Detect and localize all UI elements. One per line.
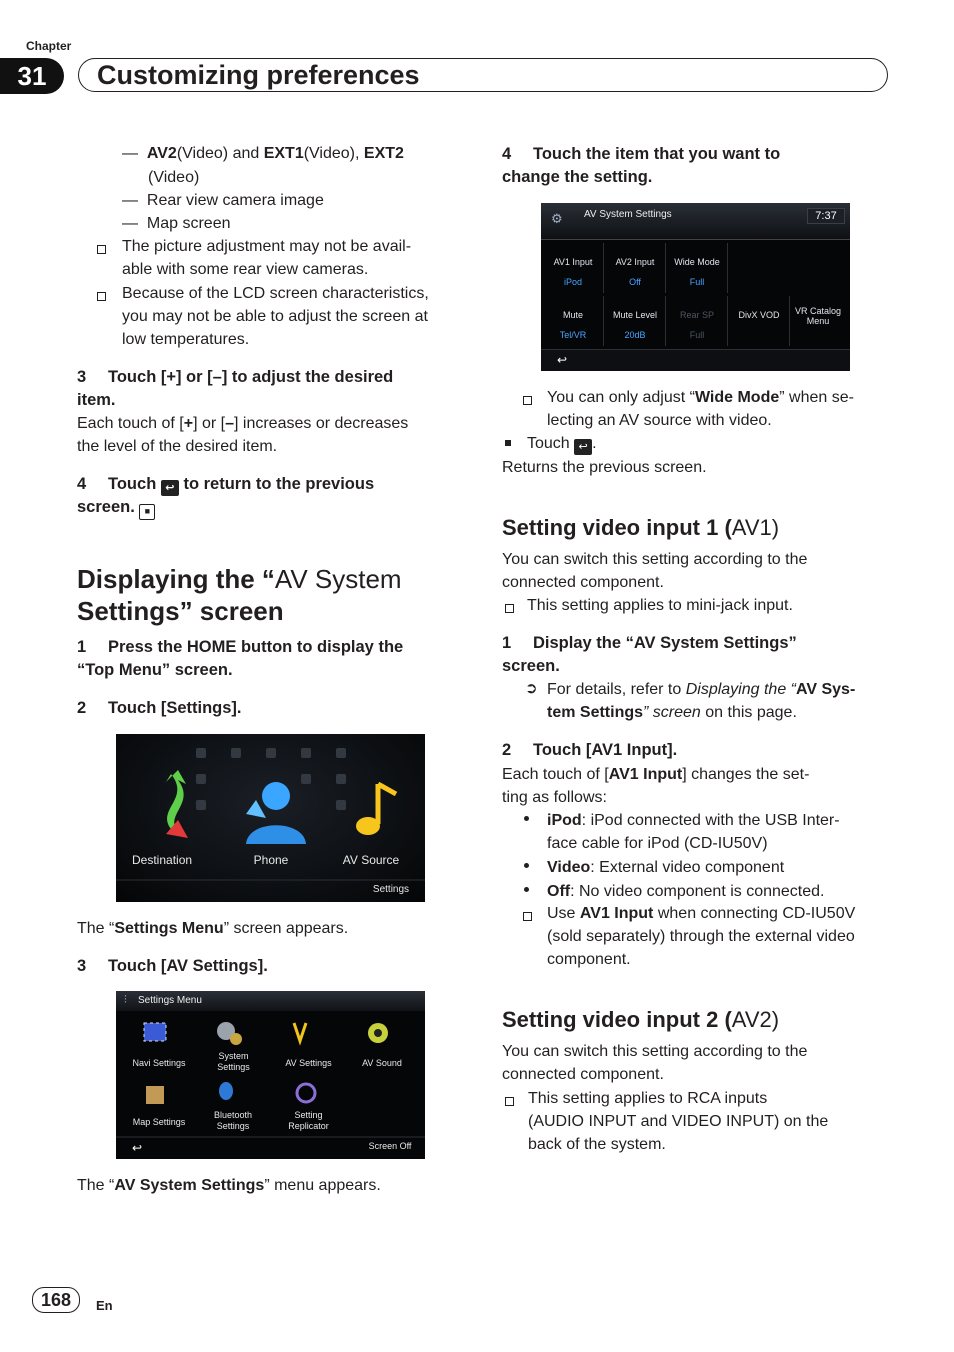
av-system-header xyxy=(541,203,850,240)
text: ” menu appears. xyxy=(264,1177,381,1194)
reference-arrow-icon: ➲ xyxy=(525,680,538,697)
av1-input-note xyxy=(547,902,855,971)
text: : iPod connected with the USB Inter- xyxy=(581,812,840,829)
line: face cable for iPod (CD-IU50V) xyxy=(547,835,768,852)
text: iPod xyxy=(547,812,582,829)
text: AV2 xyxy=(731,1007,772,1032)
value: Full xyxy=(689,277,705,287)
dash-item-rear: — Rear view camera image xyxy=(122,192,324,209)
step-text: change the setting. xyxy=(502,168,653,186)
text: ” when se- xyxy=(779,389,854,406)
text: Each touch of [ xyxy=(502,766,609,783)
bluetooth-settings-button[interactable]: Bluetooth Settings xyxy=(213,1110,253,1131)
step-3-av-settings xyxy=(77,955,268,978)
text: ] increases or decreases xyxy=(234,415,409,432)
list-item-off xyxy=(547,880,824,903)
label: DivX VOD xyxy=(738,310,780,320)
text: Displaying the “ xyxy=(77,564,275,594)
phone-label: Phone xyxy=(253,853,289,867)
settings-menu-screenshot xyxy=(116,991,425,1159)
line: connected component. xyxy=(502,574,664,591)
step-text: screen. xyxy=(77,498,135,516)
text: Settings” screen xyxy=(77,596,284,626)
line: low temperatures. xyxy=(122,331,250,348)
section-heading-display xyxy=(77,563,402,627)
right-step-2 xyxy=(502,739,677,762)
text: The “ xyxy=(77,920,115,937)
line: the level of the desired item. xyxy=(77,438,278,455)
step-3-body xyxy=(77,412,477,458)
line: connected component. xyxy=(502,1066,664,1083)
av1-intro xyxy=(502,548,807,594)
screen-off-button[interactable]: Screen Off xyxy=(368,1141,412,1151)
note-checkbox-icon xyxy=(523,392,532,410)
text: ] changes the set- xyxy=(682,766,810,783)
gear-icon: ⚙ xyxy=(551,211,563,226)
system-settings-button[interactable]: System Settings xyxy=(217,1051,250,1072)
line: lecting an AV source with video. xyxy=(547,412,772,429)
note-1 xyxy=(122,235,411,281)
map-settings-button[interactable]: Map Settings xyxy=(132,1117,186,1127)
text: Touch xyxy=(527,435,570,452)
step-text: Touch [+] or [–] to adjust the desired xyxy=(108,368,394,386)
text: ] or [ xyxy=(193,415,226,432)
text: AV System xyxy=(274,564,402,594)
note-checkbox-icon xyxy=(505,1093,514,1111)
clock: 7:37 xyxy=(807,208,845,224)
list-item-video xyxy=(547,856,784,879)
note-checkbox-icon xyxy=(523,908,532,926)
line: Because of the LCD screen characteristics, xyxy=(122,285,429,302)
back-icon: ↩ xyxy=(161,480,179,496)
step-number: 1 xyxy=(502,634,512,652)
mute-level-button[interactable] xyxy=(605,296,666,346)
av-settings-button[interactable]: AV Settings xyxy=(285,1058,332,1068)
value: Off xyxy=(629,277,641,287)
settings-button[interactable]: Settings xyxy=(372,884,410,895)
text: Settings Menu xyxy=(114,920,224,937)
av-system-appears xyxy=(77,1174,381,1197)
text: For details, refer to xyxy=(547,681,686,698)
line: The picture adjustment may not be avail- xyxy=(122,238,412,255)
text: : No video component is connected. xyxy=(570,883,825,900)
step-3-adjust xyxy=(77,366,467,412)
top-menu-art xyxy=(116,734,425,902)
step-text: Touch [AV1 Input]. xyxy=(533,741,678,759)
line: This setting applies to RCA inputs xyxy=(528,1090,768,1107)
back-icon[interactable]: ↩ xyxy=(132,1141,143,1155)
label: Rear SP xyxy=(679,310,714,320)
step-number: 2 xyxy=(502,741,512,759)
step-text: “Top Menu” screen. xyxy=(77,661,233,679)
note-2 xyxy=(122,282,429,351)
av1-input-button[interactable] xyxy=(543,243,604,293)
text: + xyxy=(183,415,194,432)
text: on this page. xyxy=(700,704,797,721)
bullet-dot xyxy=(524,863,529,868)
step-text: Touch xyxy=(108,475,157,493)
dash-item-av2: — AV2(Video) and EXT1(Video), EXT2 xyxy=(122,145,404,162)
line: (sold separately) through the external video xyxy=(547,928,855,945)
text: AV1 xyxy=(731,515,772,540)
text: when connecting CD-IU50V xyxy=(653,905,856,922)
text: AV Sys- xyxy=(796,681,856,698)
note-checkbox-icon xyxy=(97,241,106,259)
text: You can only adjust “ xyxy=(547,389,695,406)
back-icon: ↩ xyxy=(574,439,592,455)
mute-button[interactable] xyxy=(543,296,604,346)
av-source-label: AV Source xyxy=(342,853,400,867)
step-number: 1 xyxy=(77,638,87,656)
av2-intro xyxy=(502,1040,807,1086)
text: Each touch of [ xyxy=(77,415,184,432)
chapter-title-box xyxy=(78,58,888,92)
text: Displaying the “ xyxy=(685,681,796,698)
touch-back-line xyxy=(527,432,597,455)
label: VR Catalog Menu xyxy=(794,306,842,326)
chapter-number: 31 xyxy=(0,58,64,94)
chapter-label: Chapter xyxy=(26,39,72,53)
step-1-home xyxy=(77,636,403,682)
right-step-1 xyxy=(502,632,797,678)
settings-menu-icons xyxy=(116,991,425,1159)
step-number: 4 xyxy=(502,145,512,163)
bold-av2: AV2 xyxy=(146,145,177,162)
top-menu-screenshot xyxy=(116,734,425,902)
line: You can switch this setting according to the xyxy=(502,1043,808,1060)
text: ) xyxy=(771,1007,780,1032)
label: Mute Level xyxy=(612,310,658,320)
step-4-return xyxy=(77,473,467,520)
value: Tel/VR xyxy=(559,330,587,340)
label: AV2 Input xyxy=(615,257,655,267)
av2-note xyxy=(528,1087,828,1156)
text: (Video), xyxy=(303,145,364,162)
av1-note: This setting applies to mini-jack input. xyxy=(527,597,793,614)
line: (AUDIO INPUT and VIDEO INPUT) on the xyxy=(528,1113,829,1130)
note-checkbox-icon xyxy=(505,600,514,618)
text: AV System Settings xyxy=(114,1177,265,1194)
text: Map screen xyxy=(146,215,231,232)
label: Wide Mode xyxy=(674,257,720,267)
text: (Video) and xyxy=(176,145,264,162)
value: Full xyxy=(689,330,705,340)
heading-av1 xyxy=(502,514,779,542)
text: AV1 Input xyxy=(579,905,654,922)
value: 20dB xyxy=(624,330,646,340)
rear-sp-button xyxy=(667,296,728,346)
chapter-title: Customizing preferences xyxy=(97,60,420,90)
destination-label: Destination xyxy=(132,853,193,867)
settings-menu-icon: ⫶ xyxy=(124,994,127,1006)
settings-menu-title: Settings Menu xyxy=(138,995,202,1006)
text: AV1 Input xyxy=(608,766,683,783)
step-number: 3 xyxy=(77,957,87,975)
text: Rear view camera image xyxy=(146,192,324,209)
line: able with some rear view cameras. xyxy=(122,261,369,278)
text: Off xyxy=(547,883,571,900)
dash-item-av2-cont: (Video) xyxy=(148,169,200,186)
av-system-settings-screenshot xyxy=(541,203,850,371)
text: Video xyxy=(547,859,591,876)
av-system-footer xyxy=(541,349,850,371)
list-item-ipod xyxy=(547,809,840,855)
step-text: Touch [Settings]. xyxy=(108,699,242,717)
step-number: 4 xyxy=(77,475,87,493)
vr-catalog-menu-button[interactable] xyxy=(787,296,849,346)
settings-menu-appears xyxy=(77,917,348,940)
text: ” screen xyxy=(643,704,701,721)
text: Wide Mode xyxy=(694,389,780,406)
step-text: Touch the item that you want to xyxy=(533,145,781,163)
reference-text xyxy=(547,678,855,724)
returns-text: Returns the previous screen. xyxy=(502,459,707,476)
line: component. xyxy=(547,951,631,968)
av2-input-button[interactable] xyxy=(605,243,666,293)
bullet-dot xyxy=(524,887,529,892)
step-number: 2 xyxy=(77,699,87,717)
step-text: Press the HOME button to display the xyxy=(108,638,404,656)
value: iPod xyxy=(563,277,582,287)
square-bullet xyxy=(505,440,511,446)
step-number: 3 xyxy=(77,368,87,386)
navi-settings-button[interactable]: Navi Settings xyxy=(132,1058,186,1068)
step-text: to return to the previous xyxy=(183,475,375,493)
step-text: item. xyxy=(77,391,116,409)
step-text: Display the “AV System Settings” xyxy=(533,634,797,652)
text: – xyxy=(225,415,234,432)
back-icon[interactable]: ↩ xyxy=(557,353,568,367)
text: The “ xyxy=(77,1177,115,1194)
end-mark-icon: ■ xyxy=(139,504,155,520)
text: Setting video input 2 ( xyxy=(502,1007,732,1032)
line: you may not be able to adjust the screen at xyxy=(122,308,428,325)
wide-mode-button[interactable] xyxy=(667,243,728,293)
divx-vod-button[interactable] xyxy=(729,296,790,346)
line: ting as follows: xyxy=(502,789,607,806)
bold-ext2: EXT2 xyxy=(363,145,404,162)
text: : External video component xyxy=(590,859,785,876)
dash-item-map: — Map screen xyxy=(122,215,231,232)
av1-input-body xyxy=(502,763,809,809)
text: Use xyxy=(547,905,580,922)
note-checkbox-icon xyxy=(97,288,106,306)
heading-av2 xyxy=(502,1006,779,1034)
page-number: 168 xyxy=(32,1287,80,1313)
text: ) xyxy=(771,515,780,540)
line: You can switch this setting according to the xyxy=(502,551,808,568)
step-2-settings xyxy=(77,697,242,720)
label: AV1 Input xyxy=(553,257,593,267)
step-text: Touch [AV Settings]. xyxy=(108,957,268,975)
setting-replicator-button[interactable]: Setting Replicator xyxy=(288,1110,329,1131)
text: . xyxy=(592,435,597,452)
right-step-4 xyxy=(502,143,780,189)
wide-mode-note xyxy=(547,386,854,432)
text: ” screen appears. xyxy=(223,920,349,937)
language-label: En xyxy=(96,1298,113,1313)
line: back of the system. xyxy=(528,1136,666,1153)
text: Setting video input 1 ( xyxy=(502,515,732,540)
av-system-title: AV System Settings xyxy=(584,209,672,220)
bullet-dot xyxy=(524,816,529,821)
step-text: screen. xyxy=(502,657,560,675)
av-sound-button[interactable]: AV Sound xyxy=(362,1058,402,1068)
text: tem Settings xyxy=(547,704,644,721)
label: Mute xyxy=(562,310,583,320)
bold-ext1: EXT1 xyxy=(263,145,304,162)
